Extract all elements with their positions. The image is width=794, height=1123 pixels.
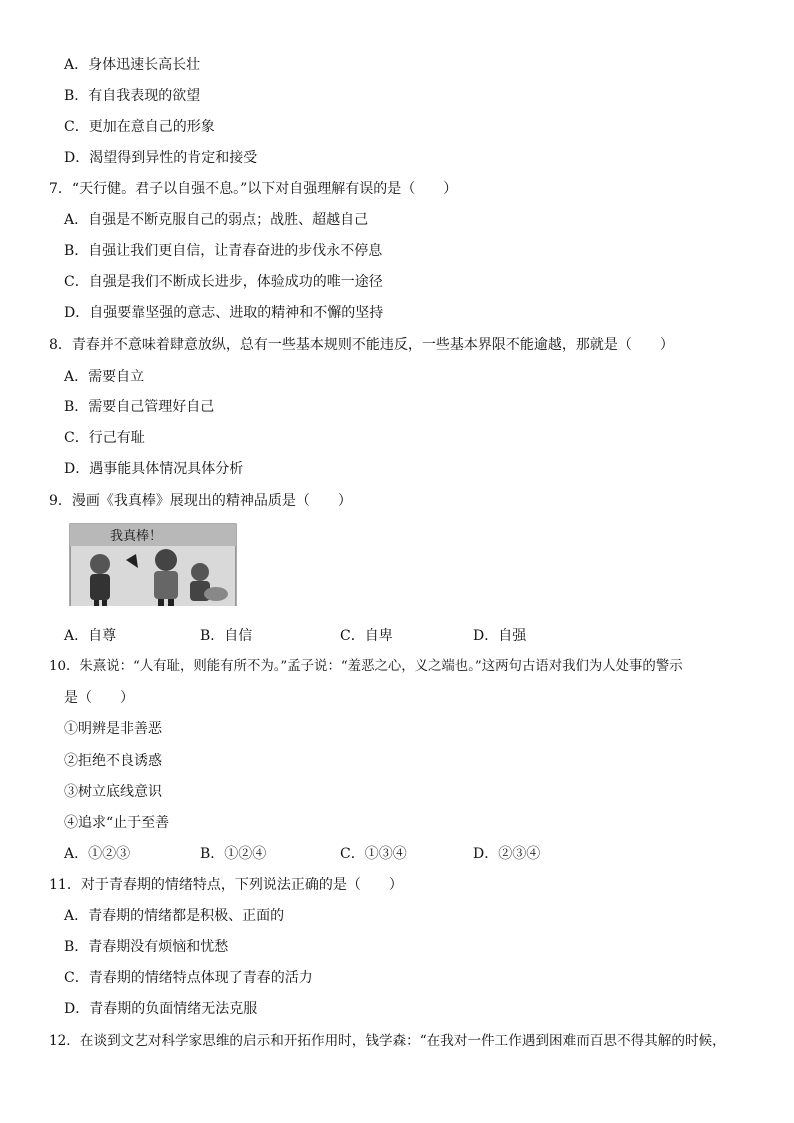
q10-item-4: ④追求“止于至善 [64,815,170,831]
question-7-stem: 7．“天行健。君子以自强不息。”以下对自强理解有误的是（ ） [49,181,458,197]
option-c: C．更加在意自己的形象 [64,119,215,135]
q9-option-b: B．自信 [200,628,253,644]
cartoon-caption: 我真棒！ [110,529,163,544]
q11-option-d: D．青春期的负面情绪无法克服 [64,1001,258,1017]
q8-option-d: D．遇事能具体情况具体分析 [64,461,244,477]
q8-option-a: A．需要自立 [64,369,145,385]
q11-option-b: B．青春期没有烦恼和忧愁 [64,939,229,955]
question-8-stem: 8．青春并不意味着肆意放纵，总有一些基本规则不能违反，一些基本界限不能逾越，那就是（ ） [49,337,674,353]
option-b: B．有自我表现的欲望 [64,88,201,104]
question-9-stem: 9．漫画《我真棒》展现出的精神品质是（ ） [49,493,352,509]
q7-option-d: D．自强要靠坚强的意志、进取的精神和不懈的坚持 [64,305,384,321]
q10-item-3: ③树立底线意识 [64,784,162,800]
q10-option-b: B．①②④ [200,846,267,862]
question-10-stem-cont: 是（ ） [64,690,134,706]
q9-option-c: C．自卑 [340,628,393,644]
q7-option-c: C．自强是我们不断成长进步，体验成功的唯一途径 [64,274,383,290]
option-d: D．渴望得到异性的肯定和接受 [64,150,258,166]
q9-option-a: A．自尊 [64,628,117,644]
q10-option-d: D．②③④ [473,846,541,862]
q8-option-c: C．行己有耻 [64,430,145,446]
q10-item-1: ①明辨是非善恶 [64,721,162,737]
q8-option-b: B．需要自己管理好自己 [64,399,215,415]
q7-option-a: A．自强是不断克服自己的弱点；战胜、超越自己 [64,212,369,228]
question-12-stem: 12．在谈到文艺对科学家思维的启示和开拓作用时，钱学森：“在我对一件工作遇到困难而百思不得其解的时候， [49,1033,726,1049]
question-10-stem: 10．朱熹说：“人有耻，则能有所不为。”孟子说：“羞恶之心，义之端也。”这两句古语对我们为人处事的警示 [49,659,683,674]
option-a: A．身体迅速长高长壮 [64,57,201,73]
q9-option-d: D．自强 [473,628,527,644]
q7-option-b: B．自强让我们更自信，让青春奋进的步伐永不停息 [64,243,383,259]
q10-item-2: ②拒绝不良诱惑 [64,753,162,769]
q11-option-a: A．青春期的情绪都是积极、正面的 [64,908,285,924]
q10-option-a: A．①②③ [64,846,131,862]
q10-option-c: C．①③④ [340,846,407,862]
question-11-stem: 11．对于青春期的情绪特点，下列说法正确的是（ ） [49,877,403,893]
cartoon-image [66,520,238,614]
q11-option-c: C．青春期的情绪特点体现了青春的活力 [64,970,313,986]
